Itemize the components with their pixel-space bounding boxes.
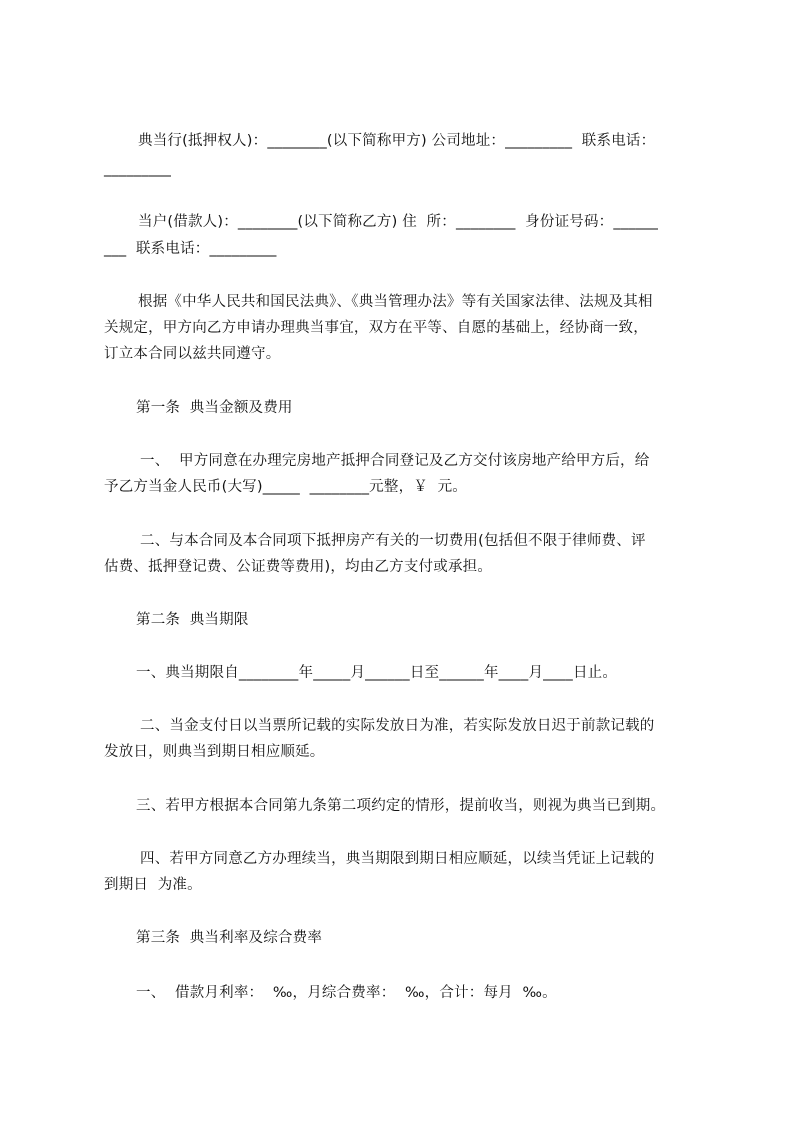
lender-info-line-cont: _________ <box>104 161 172 177</box>
article-2-item-3: 三、若甲方根据本合同第九条第二项约定的情形，提前收当，则视为典当已到期。 <box>136 798 666 814</box>
article-2-item-4-line-2: 到期日 为准。 <box>104 877 202 893</box>
article-2-heading: 第二条 典当期限 <box>136 612 249 628</box>
preamble-line-3: 订立本合同以兹共同遵守。 <box>104 346 281 362</box>
article-3-heading: 第三条 典当利率及综合费率 <box>136 930 323 946</box>
article-1-item-1-line-1: 一、 甲方同意在办理完房地产抵押合同登记及乙方交付该房地产给甲方后，给 <box>140 453 650 469</box>
pawner-info-line: 当户(借款人)：________(以下简称乙方) 住 所：________ 身份证号码：______ <box>138 214 659 230</box>
article-1-item-2-line-2: 估费、抵押登记费、公证费等费用)，均由乙方支付或承担。 <box>104 559 493 575</box>
article-2-item-4-line-1: 四、若甲方同意乙方办理续当，典当期限到期日相应顺延，以续当凭证上记载的 <box>140 851 655 867</box>
pawner-info-line-cont: ___ 联系电话：_________ <box>104 241 277 257</box>
article-1-item-1-line-2: 予乙方当金人民币(大写)_____ ________元整，￥ 元。 <box>104 479 467 495</box>
article-3-item-1: 一、 借款月利率： ‰，月综合费率： ‰，合计：每月 ‰。 <box>136 985 557 1001</box>
preamble-line-1: 根据《中华人民共和国民法典》、《典当管理办法》等有关国家法律、法规及其相 <box>138 294 653 310</box>
article-1-heading: 第一条 典当金额及费用 <box>136 400 293 416</box>
article-2-item-1: 一、典当期限自________年_____月______日至______年____月____日止。 <box>136 665 618 681</box>
article-2-item-2-line-1: 二、当金支付日以当票所记载的实际发放日为准，若实际发放日迟于前款记载的 <box>140 718 655 734</box>
article-1-item-2-line-1: 二、与本合同及本合同项下抵押房产有关的一切费用(包括但不限于律师费、评 <box>140 533 646 549</box>
preamble-line-2: 关规定，甲方向乙方申请办理典当事宜，双方在平等、自愿的基础上，经协商一致， <box>104 320 648 336</box>
article-2-item-2-line-2: 发放日，则典当到期日相应顺延。 <box>104 744 325 760</box>
lender-info-line: 典当行(抵押权人)：________(以下简称甲方) 公司地址：_________ 联系电话： <box>138 133 656 149</box>
